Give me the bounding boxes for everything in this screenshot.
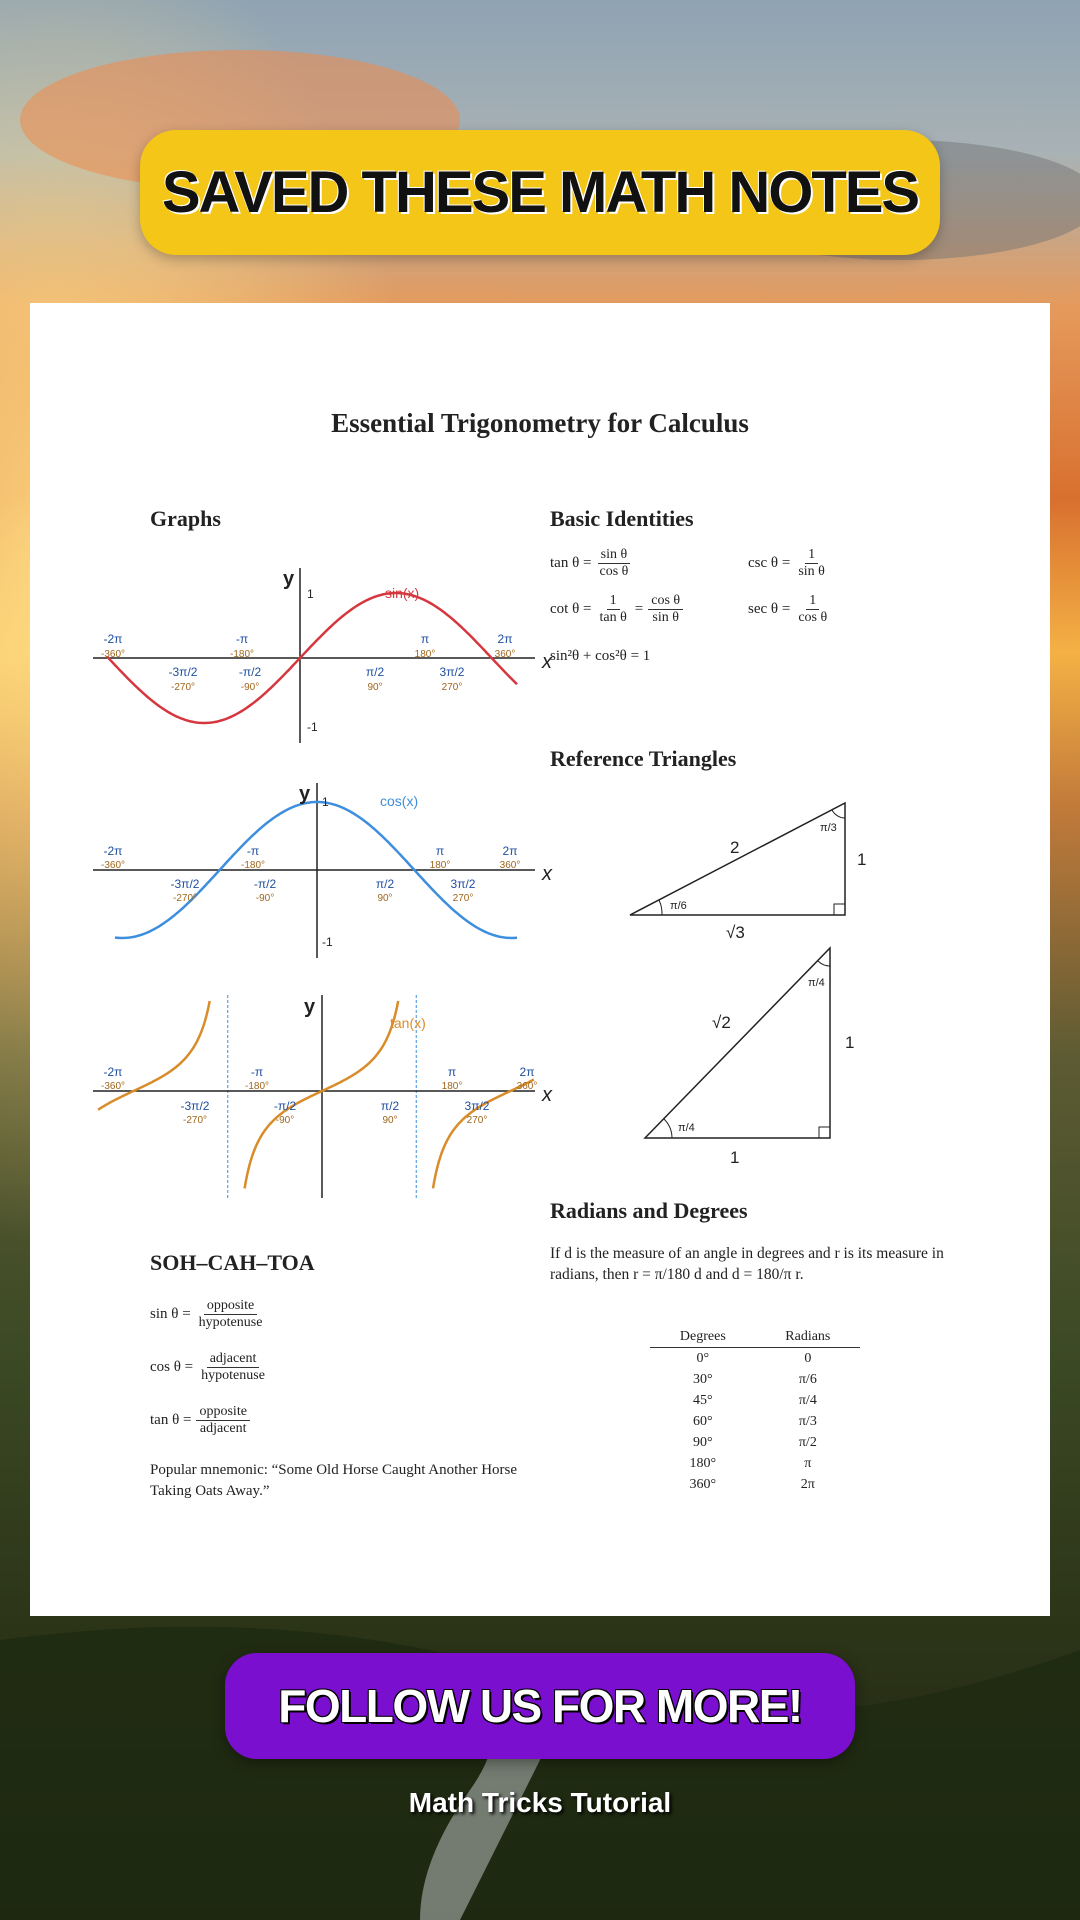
cos-tick-neg-90: -90° — [255, 893, 275, 904]
radians-cell: π — [804, 1456, 812, 1471]
angle-arc-top — [832, 810, 845, 818]
numerator: opposite — [204, 1298, 257, 1315]
triangle-45-45-90-outline — [645, 948, 830, 1138]
notes-sheet — [30, 303, 1050, 1616]
cos-tick-neg-270: -270° — [172, 893, 198, 904]
angle-bottom-label: π/4 — [678, 1122, 695, 1134]
base-label: √3 — [726, 923, 745, 942]
cos-tick-neg-pi: -π — [246, 844, 260, 858]
pythagorean-identity: sin²θ + cos²θ = 1 — [550, 648, 651, 664]
channel-name: Math Tricks Tutorial — [408, 1787, 672, 1818]
cosine-label: cos(x) — [380, 793, 419, 809]
numerator: sin θ — [598, 547, 631, 564]
sin-soh-lhs: sin θ = — [150, 1306, 191, 1323]
hypotenuse-label: 2 — [730, 838, 740, 857]
tick-pi: π — [420, 632, 430, 646]
table-row — [650, 1453, 860, 1474]
degrees-column-header: Degrees — [650, 1327, 756, 1348]
table-row — [650, 1411, 860, 1432]
cos-tick-neg-pi-2: -π/2 — [253, 877, 277, 891]
triangle-30-60-90 — [620, 793, 900, 943]
graphs-heading: Graphs — [150, 506, 221, 531]
tick-270: 270° — [441, 682, 463, 693]
radians-cell: 2π — [800, 1477, 815, 1492]
radians-cell: π/4 — [798, 1393, 817, 1408]
tick-90: 90° — [367, 682, 383, 693]
tan-toa — [150, 1404, 250, 1437]
angle-top-label: π/3 — [820, 822, 837, 834]
cos-tick-180: 180° — [429, 860, 451, 871]
tan-tick-neg-360: -360° — [100, 1081, 126, 1092]
base-label: 1 — [730, 1148, 740, 1167]
numerator: 1 — [806, 593, 819, 610]
document-title: Essential Trigonometry for Calculus — [331, 408, 749, 438]
tan-identity-lhs: tan θ = — [550, 555, 592, 572]
tan-tick-pi-2: π/2 — [380, 1099, 400, 1113]
sine-y-minus-one: -1 — [307, 720, 318, 734]
tangent-label: tan(x) — [390, 1015, 426, 1031]
denominator: sin θ — [798, 564, 825, 580]
cot-identity-fraction-1 — [596, 593, 629, 626]
tan-identity-fraction — [596, 547, 631, 580]
tan-tick-neg-pi-2: -π/2 — [273, 1099, 297, 1113]
numerator: opposite — [196, 1404, 249, 1421]
cot-identity-fraction-2 — [648, 593, 683, 626]
cosine-y-one: 1 — [322, 795, 329, 809]
tick-neg-90: -90° — [240, 682, 260, 693]
denominator: tan θ — [599, 610, 627, 626]
tan-identity — [550, 547, 631, 580]
tangent-top-ticks — [101, 1065, 537, 1092]
degrees-radians-table — [650, 1327, 860, 1495]
radians-cell: π/3 — [798, 1414, 817, 1429]
tick-neg-180: -180° — [229, 649, 255, 660]
triangle-45-45-90 — [630, 938, 910, 1173]
tangent-x-label: x — [542, 1084, 552, 1106]
tan-tick-neg-2pi: -2π — [103, 1065, 123, 1079]
sine-top-ticks — [101, 632, 515, 660]
cos-tick-2pi: 2π — [502, 844, 518, 858]
sine-y-one: 1 — [307, 587, 314, 601]
triangle-30-60-90-outline — [630, 803, 845, 915]
cot-identity-equals: = — [634, 601, 644, 618]
radians-cell: π/6 — [798, 1372, 817, 1387]
tan-tick-360: 360° — [516, 1081, 538, 1092]
sine-y-label: y — [283, 568, 295, 590]
denominator: cos θ — [798, 610, 828, 626]
sec-identity — [748, 593, 830, 626]
cosine-bottom-ticks — [171, 877, 476, 904]
table-row — [650, 1474, 860, 1495]
right-angle-mark — [834, 904, 845, 915]
cot-identity-lhs: cot θ = — [550, 601, 592, 618]
cos-cah — [150, 1351, 268, 1384]
triangles-heading: Reference Triangles — [550, 746, 737, 771]
tangent-bottom-ticks — [181, 1099, 490, 1126]
right-angle-mark — [819, 1127, 830, 1138]
cos-tick-neg-3pi-2: -3π/2 — [170, 877, 200, 891]
cos-cah-lhs: cos θ = — [150, 1359, 194, 1376]
cos-cah-fraction — [198, 1351, 268, 1384]
cos-tick-neg-180: -180° — [240, 860, 266, 871]
top-banner — [140, 130, 940, 255]
table-row — [650, 1432, 860, 1453]
tan-tick-270: 270° — [466, 1115, 488, 1126]
numerator: cos θ — [648, 593, 683, 610]
denominator: adjacent — [199, 1421, 247, 1437]
tan-tick-2pi: 2π — [519, 1065, 535, 1079]
numerator: 1 — [607, 593, 620, 610]
denominator: hypotenuse — [198, 1315, 263, 1331]
cos-tick-pi-2: π/2 — [375, 877, 395, 891]
denominator: sin θ — [652, 610, 679, 626]
cos-tick-3pi-2: 3π/2 — [450, 877, 476, 891]
cosine-y-label: y — [299, 783, 311, 805]
cos-tick-pi: π — [435, 844, 445, 858]
tick-neg-360: -360° — [100, 649, 126, 660]
cosine-y-minus-one: -1 — [322, 935, 333, 949]
table-row — [650, 1348, 860, 1370]
top-banner-text: SAVED THESE MATH NOTES — [161, 160, 919, 225]
soh-cah-toa-heading: SOH–CAH–TOA — [150, 1250, 315, 1275]
angle-bottom-label: π/6 — [670, 900, 687, 912]
sin-soh — [150, 1298, 265, 1331]
tick-neg-2pi: -2π — [103, 632, 123, 646]
tangent-curves — [98, 1001, 534, 1188]
radians-text-a: If d is the measure of an angle in degrees and r is its measure in radians, then r = — [550, 1245, 944, 1283]
tick-neg-pi-2: -π/2 — [238, 665, 262, 679]
degrees-cell: 90° — [693, 1435, 713, 1450]
tangent-branch — [98, 1001, 210, 1110]
tangent-graph — [85, 983, 555, 1203]
cosine-graph — [85, 768, 555, 968]
tan-tick-neg-3pi-2: -3π/2 — [180, 1099, 210, 1113]
tan-toa-lhs: tan θ = — [150, 1412, 192, 1429]
tan-tick-pi: π — [447, 1065, 457, 1079]
numerator: adjacent — [207, 1351, 260, 1368]
cosine-top-ticks — [101, 844, 520, 871]
follow-us-text: FOLLOW US FOR MORE! — [278, 1680, 802, 1732]
radians-paragraph — [550, 1243, 970, 1285]
degrees-cell: 0° — [696, 1351, 710, 1366]
hypotenuse-label: √2 — [712, 1013, 731, 1032]
sine-x-label: x — [542, 651, 552, 673]
tick-3pi-2: 3π/2 — [439, 665, 465, 679]
sine-label: sin(x) — [385, 585, 420, 601]
csc-identity-lhs: csc θ = — [748, 555, 791, 572]
degrees-cell: 60° — [693, 1414, 713, 1429]
degrees-cell: 30° — [693, 1372, 713, 1387]
tan-tick-neg-180: -180° — [244, 1081, 270, 1092]
tick-180: 180° — [414, 649, 436, 660]
tan-tick-neg-90: -90° — [275, 1115, 295, 1126]
radians-heading: Radians and Degrees — [550, 1198, 748, 1223]
radians-cell: π/2 — [798, 1435, 817, 1450]
cos-tick-neg-2pi: -2π — [103, 844, 123, 858]
csc-identity — [748, 547, 828, 580]
degrees-cell: 360° — [689, 1477, 717, 1492]
radians-column-header: Radians — [756, 1327, 860, 1348]
sine-bottom-ticks — [169, 665, 465, 693]
cosine-x-label: x — [542, 863, 552, 885]
radians-cell: 0 — [804, 1351, 812, 1366]
tick-2pi: 2π — [497, 632, 513, 646]
tan-tick-180: 180° — [441, 1081, 463, 1092]
angle-arc-top — [818, 961, 830, 966]
cos-tick-neg-360: -360° — [100, 860, 126, 871]
table-row — [650, 1390, 860, 1411]
sin-soh-fraction — [196, 1298, 266, 1331]
tan-tick-90: 90° — [382, 1115, 398, 1126]
denominator: cos θ — [599, 564, 629, 580]
csc-identity-fraction — [795, 547, 828, 580]
tan-tick-neg-pi: -π — [250, 1065, 264, 1079]
degrees-cell: 45° — [693, 1393, 713, 1408]
sec-identity-lhs: sec θ = — [748, 601, 791, 618]
tangent-y-label: y — [304, 996, 316, 1018]
tick-360: 360° — [494, 649, 516, 660]
identities-heading: Basic Identities — [550, 506, 694, 531]
sec-identity-fraction — [795, 593, 830, 626]
tan-toa-fraction — [196, 1404, 249, 1437]
radians-formula-1: π/180 d — [654, 1266, 702, 1283]
sine-graph — [85, 553, 555, 753]
table-row — [650, 1369, 860, 1390]
table-header-row — [650, 1327, 860, 1348]
angle-arc-bottom — [659, 900, 662, 915]
tick-neg-pi: -π — [235, 632, 249, 646]
cot-identity — [550, 593, 683, 626]
radians-formula-2: 180/π r. — [756, 1266, 804, 1283]
tick-neg-270: -270° — [170, 682, 196, 693]
radians-text-b: and d = — [705, 1266, 753, 1283]
angle-arc-bottom — [664, 1119, 672, 1138]
side-label: 1 — [857, 850, 867, 869]
follow-us-banner[interactable] — [225, 1653, 855, 1759]
angle-top-label: π/4 — [808, 977, 825, 989]
tan-tick-3pi-2: 3π/2 — [464, 1099, 490, 1113]
side-label: 1 — [845, 1033, 855, 1052]
tan-tick-neg-270: -270° — [182, 1115, 208, 1126]
mnemonic-text: Popular mnemonic: “Some Old Horse Caught Another Horse Taking Oats Away.” — [150, 1462, 518, 1499]
degrees-cell: 180° — [689, 1456, 717, 1471]
tick-neg-3pi-2: -3π/2 — [168, 665, 198, 679]
cos-tick-360: 360° — [499, 860, 521, 871]
cos-tick-270: 270° — [452, 893, 474, 904]
tangent-branch — [433, 1080, 534, 1189]
cos-tick-90: 90° — [377, 893, 393, 904]
tick-pi-2: π/2 — [365, 665, 385, 679]
denominator: hypotenuse — [201, 1368, 265, 1384]
numerator: 1 — [805, 547, 818, 564]
